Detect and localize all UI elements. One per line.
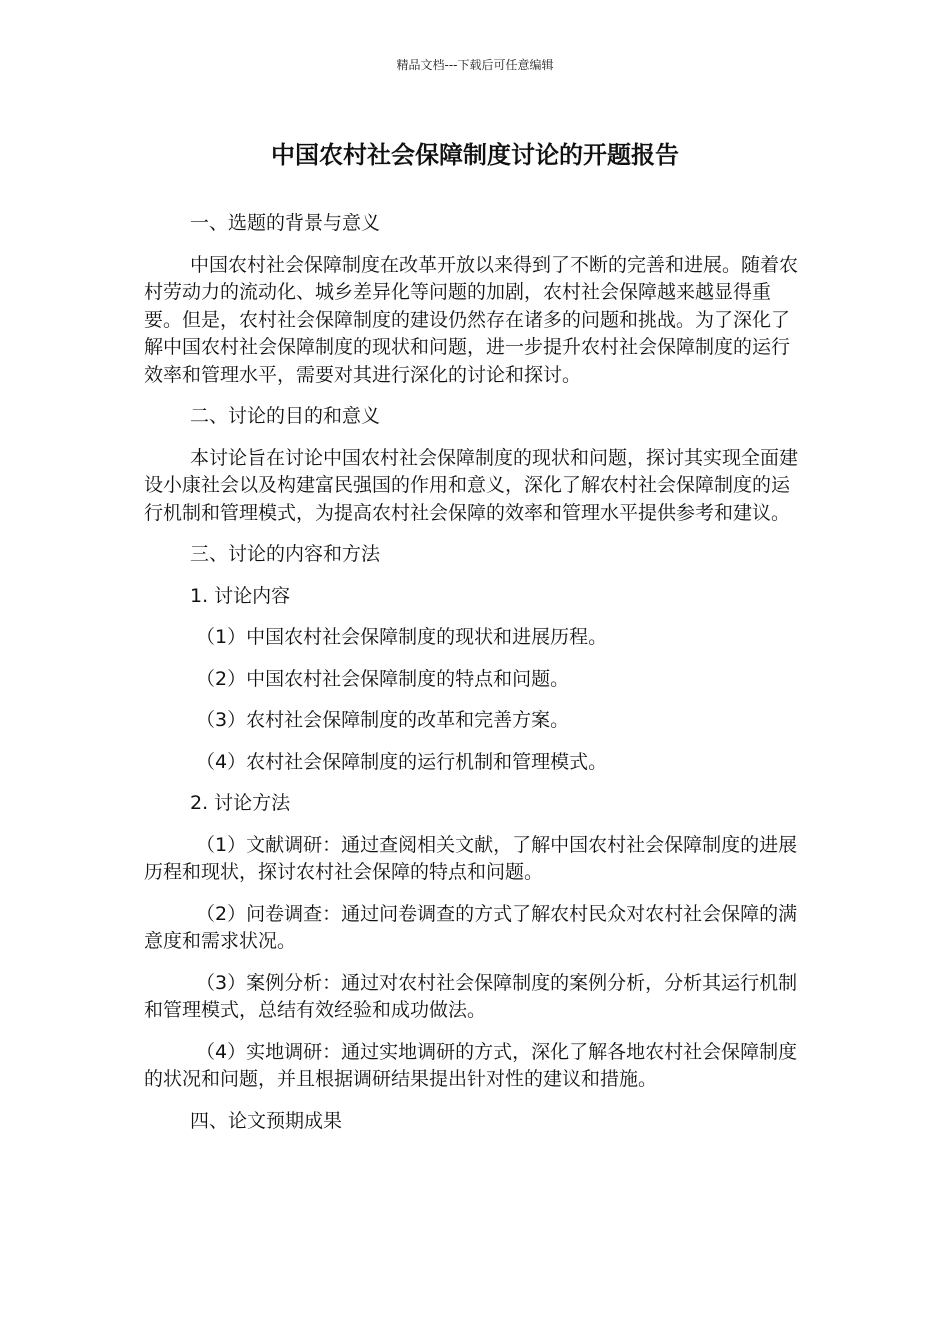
subheading-content: 1. 讨论内容: [190, 584, 291, 607]
paragraph-background: 中国农村社会保障制度在改革开放以来得到了不断的完善和进展。随着农村劳动力的流动化、城乡差异化等问题的加剧，农村社会保障越来越显得重要。但是，农村社会保障制度的建设仍然存在诸多的问题和挑战。为了深化了解中国农村社会保障制度的现状和问题，进一步提升农村社会保障制度的运行效率和管理水平，需要对其进行深化的讨论和探讨。: [144, 253, 799, 386]
method-item: （3）案例分析：通过对农村社会保障制度的案例分析，分析其运行机制和管理模式，总结有效经验和成功做法。: [144, 971, 798, 1021]
method-item: （1）文献调研：通过查阅相关文献，了解中国农村社会保障制度的进展历程和现状，探讨农村社会保障的特点和问题。: [144, 833, 798, 883]
content-item: （4）农村社会保障制度的运行机制和管理模式。: [196, 750, 608, 773]
section-heading-content-methods: 三、讨论的内容和方法: [190, 543, 381, 565]
section-heading-purpose: 二、讨论的目的和意义: [190, 405, 381, 427]
content-item: （3）农村社会保障制度的改革和完善方案。: [196, 709, 570, 731]
method-item: （4）实地调研：通过实地调研的方式，深化了解各地农村社会保障制度的状况和问题，并且根据调研结果提出针对性的建议和措施。: [144, 1040, 798, 1090]
content-item: （1）中国农村社会保障制度的现状和进展历程。: [196, 626, 608, 648]
section-heading-expected-results: 四、论文预期成果: [190, 1109, 343, 1132]
paragraph-purpose: 本讨论旨在讨论中国农村社会保障制度的现状和问题，探讨其实现全面建设小康社会以及构建富民强国的作用和意义，深化了解农村社会保障制度的运行机制和管理模式，为提高农村社会保障的效率和管理水平提供参考和建议。: [144, 446, 799, 524]
document-title: 中国农村社会保障制度讨论的开题报告: [271, 141, 679, 169]
document-body: [144, 210, 808, 1149]
content-item: （2）中国农村社会保障制度的特点和问题。: [196, 667, 570, 690]
section-heading-background: 一、选题的背景与意义: [190, 212, 381, 234]
method-item: （2）问卷调查：通过问卷调查的方式了解农村民众对农村社会保障的满意度和需求状况。: [144, 902, 798, 952]
subheading-methods: 2. 讨论方法: [190, 792, 291, 814]
page-header: 精品文档---下载后可任意编辑: [396, 58, 554, 72]
